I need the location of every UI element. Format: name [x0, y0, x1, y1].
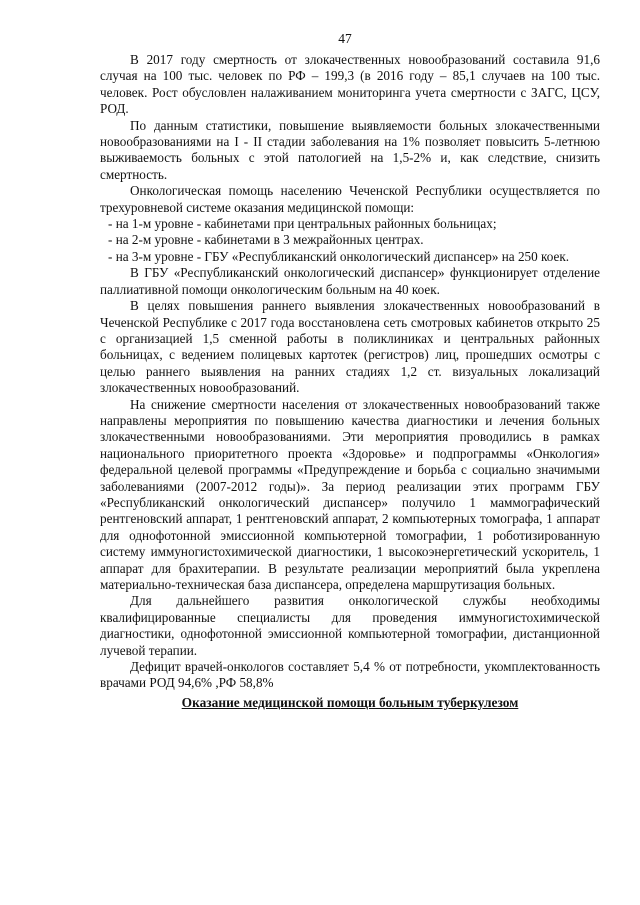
paragraph-statistics: По данным статистики, повышение выявляемости больных злокачественными новообразованиями на I - II стадии заболевания на 1% позволяет повысить 5-летнюю выживаемость больных с этой патологией на 1,5-2% и, как следствие, снизить смертность.: [100, 117, 600, 182]
paragraph-palliative: В ГБУ «Республиканский онкологический диспансер» функционирует отделение паллиативной помощи онкологическим больным на 40 коек.: [100, 265, 600, 297]
list-item-level-2: - на 2-м уровне - кабинетами в 3 межрайонных центрах.: [108, 232, 424, 248]
list-item-level-3: - на 3-м уровне - ГБУ «Республиканский онкологический диспансер» на 250 коек.: [108, 248, 570, 264]
paragraph-deficit: Дефицит врачей-онкологов составляет 5,4 % от потребности, укомплектованность врачами РОД 94,6% ,РФ 58,8%: [100, 659, 600, 691]
document-page: [100, 30, 600, 711]
paragraph-oncology-system: Онкологическая помощь населению Чеченской Республики осуществляется по трехуровневой системе оказания медицинской помощи:: [100, 183, 600, 215]
section-heading: Оказание медицинской помощи больным туберкулезом: [181, 694, 519, 710]
paragraph-mortality-2017: В 2017 году смертность от злокачественных новообразований составила 91,6 случая на 100 тыс. человек по РФ – 199,3 (в 2016 году – 85,1 случаев на 100 тыс. человек. Рост обусловлен налаживанием мониторинга учета смертности с ЗАГС, ЦСУ, РОД.: [100, 52, 600, 117]
list-item-level-1: - на 1-м уровне - кабинетами при центральных районных больницах;: [108, 216, 497, 232]
paragraph-programs: На снижение смертности населения от злокачественных новообразований также направлены мероприятия по повышению качества диагностики и лечения больных злокачественными новообразованиями. Эти мероприятия проводились в рамках национального приоритетного проекта «Здоровье» и подпрограммы «Онкология» федеральной целевой программы «Предупреждение и борьба с социально значимыми заболеваниями (2007-2012 годы)». За период реализации этих программ ГБУ «Республиканский онкологический диспансер» получило 1 маммографический рентгеновский аппарат, 1 рентгеновский аппарат, 2 компьютерных томографа, 1 аппарат для однофотонной эмиссионной компьютерной томографии, 1 роботизированную систему иммуногистохимической диагностики, 1 высокоэнергетический ускоритель, 1 аппарат для брахитерапии. В результате реализации мероприятий была укреплена материально-техническая база диспансера, определена маршрутизация больных.: [100, 396, 600, 592]
paragraph-early-detection: В целях повышения раннего выявления злокачественных новообразований в Чеченской Республике с 2017 года восстановлена сеть смотровых кабинетов открыто 25 с организацией 1,5 сменной работы в поликлиниках и центральных районных больницах, с ведением полицевых картотек (регистров) лиц, прошедших осмотры с целью раннего выявления на ранних стадиях 1,2 ст. визуальных локализаций злокачественных новообразований.: [100, 298, 600, 396]
page-number: 47: [338, 31, 352, 46]
paragraph-specialists: Для дальнейшего развития онкологической службы необходимы квалифицированные специалисты для проведения иммуногистохимической диагностики, однофотонной эмиссионной компьютерной томографии, дистанционной лучевой терапии.: [100, 593, 600, 658]
